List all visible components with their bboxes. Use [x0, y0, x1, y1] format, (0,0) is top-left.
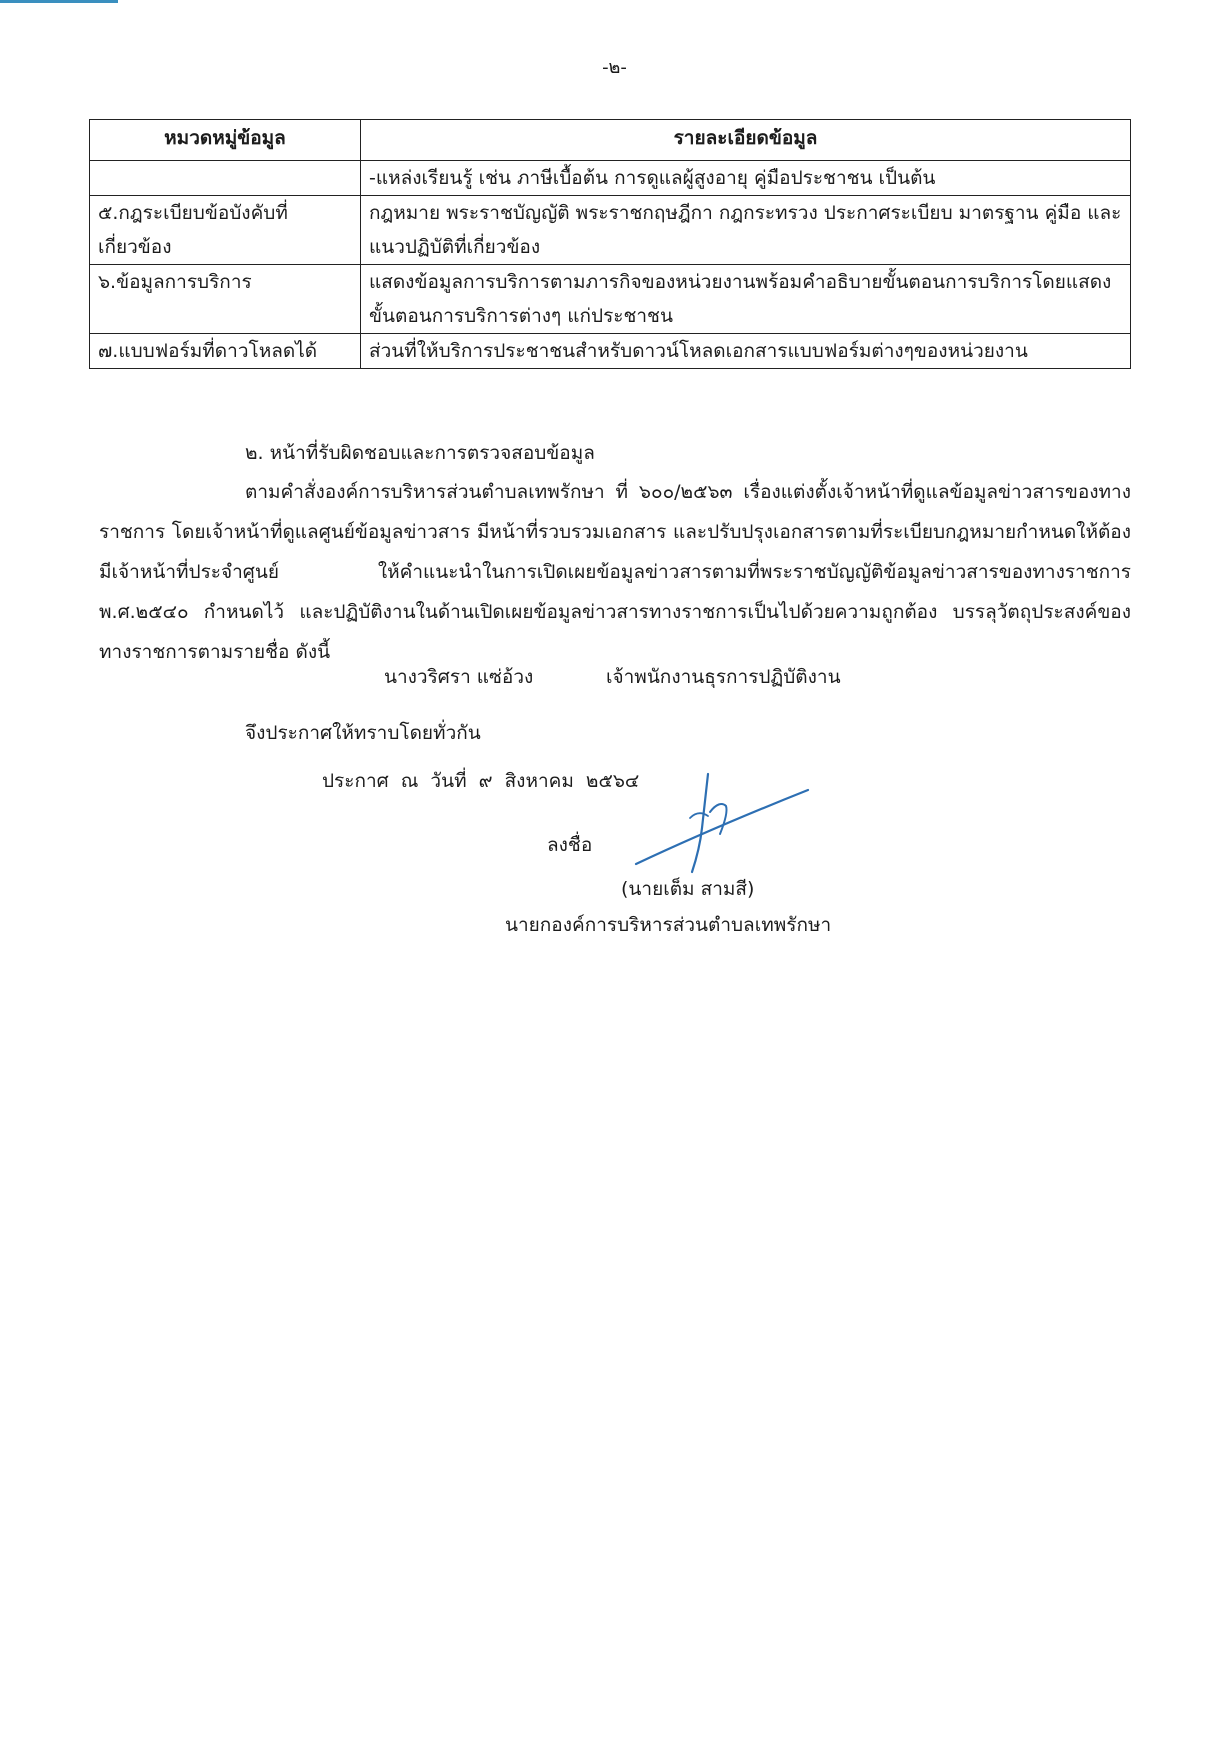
table-row: [90, 196, 1131, 265]
table-cell-detail: กฎหมาย พระราชบัญญัติ พระราชกฤษฎีกา กฎกระทรวง ประกาศระเบียบ มาตรฐาน คู่มือ และแนวปฏิบัติที่เกี่ยวข้อง: [361, 196, 1131, 265]
announcement-date: ประกาศ ณ วันที่ ๙ สิงหาคม ๒๕๖๔: [322, 770, 640, 792]
top-accent-rule: [0, 0, 118, 3]
body-paragraph: ตามคำสั่งองค์การบริหารส่วนตำบลเทพรักษา ที่ ๖๐๐/๒๕๖๓ เรื่องแต่งตั้งเจ้าหน้าที่ดูแลข้อมูลข่าวสารของทางราชการ โดยเจ้าหน้าที่ดูแลศูนย์ข้อมูลข่าวสาร มีหน้าที่รวบรวมเอกสาร และปรับปรุงเอกสารตามที่ระเบียบกฎหมายกำหนดให้ต้องมีเจ้าหน้าที่ประจำศูนย์ ให้คำแนะนำในการเปิดเผยข้อมูลข่าวสารตามที่พระราชบัญญัติข้อมูลข่าวสารของทางราชการ พ.ศ.๒๕๔๐ กำหนดไว้ และปฏิบัติงานในด้านเปิดเผยข้อมูลข่าวสารทางราชการเป็นไปด้วยความถูกต้อง บรรลุวัตถุประสงค์ของทางราชการตามรายชื่อ ดังนี้: [99, 481, 1131, 663]
table-cell-category: ๗.แบบฟอร์มที่ดาวโหลดได้: [90, 334, 361, 369]
table-cell-detail: -แหล่งเรียนรู้ เช่น ภาษีเบื้อต้น การดูแลผู้สูงอายุ คู่มือประชาชน เป็นต้น: [361, 161, 1131, 196]
table-row: [90, 334, 1131, 369]
officer-name: นางวริศรา แซ่อ้วง: [384, 666, 534, 688]
handwritten-signature: [630, 768, 810, 878]
table-cell-detail: ส่วนที่ให้บริการประชาชนสำหรับดาวน์โหลดเอกสารแบบฟอร์มต่างๆของหน่วยงาน: [361, 334, 1131, 369]
signer-position: นายกองค์การบริหารส่วนตำบลเทพรักษา: [505, 914, 832, 936]
table-header-detail: รายละเอียดข้อมูล: [361, 120, 1131, 161]
info-category-table: [89, 119, 1131, 369]
table-row: [90, 161, 1131, 196]
table-header-row: [90, 120, 1131, 161]
table-header-category: หมวดหมู่ข้อมูล: [90, 120, 361, 161]
table-cell-category: [90, 161, 361, 196]
section-heading: ๒. หน้าที่รับผิดชอบและการตรวจสอบข้อมูล: [245, 442, 595, 464]
officer-role: เจ้าพนักงานธุรการปฏิบัติงาน: [606, 666, 841, 688]
table-cell-category: ๖.ข้อมูลการบริการ: [90, 265, 361, 334]
signer-name: (นายเต็ม สามสี): [621, 878, 755, 900]
table-cell-detail: แสดงข้อมูลการบริการตามภารกิจของหน่วยงานพร้อมคำอธิบายขั้นตอนการบริการโดยแสดงขั้นตอนการบริการต่างๆ แก่ประชาชน: [361, 265, 1131, 334]
page-number: -๒-: [602, 57, 627, 78]
table-row: [90, 265, 1131, 334]
table-cell-category: ๕.กฎระเบียบข้อบังคับที่เกี่ยวข้อง: [90, 196, 361, 265]
sign-label: ลงชื่อ: [547, 834, 593, 856]
announcement-line: จึงประกาศให้ทราบโดยทั่วกัน: [245, 722, 481, 744]
